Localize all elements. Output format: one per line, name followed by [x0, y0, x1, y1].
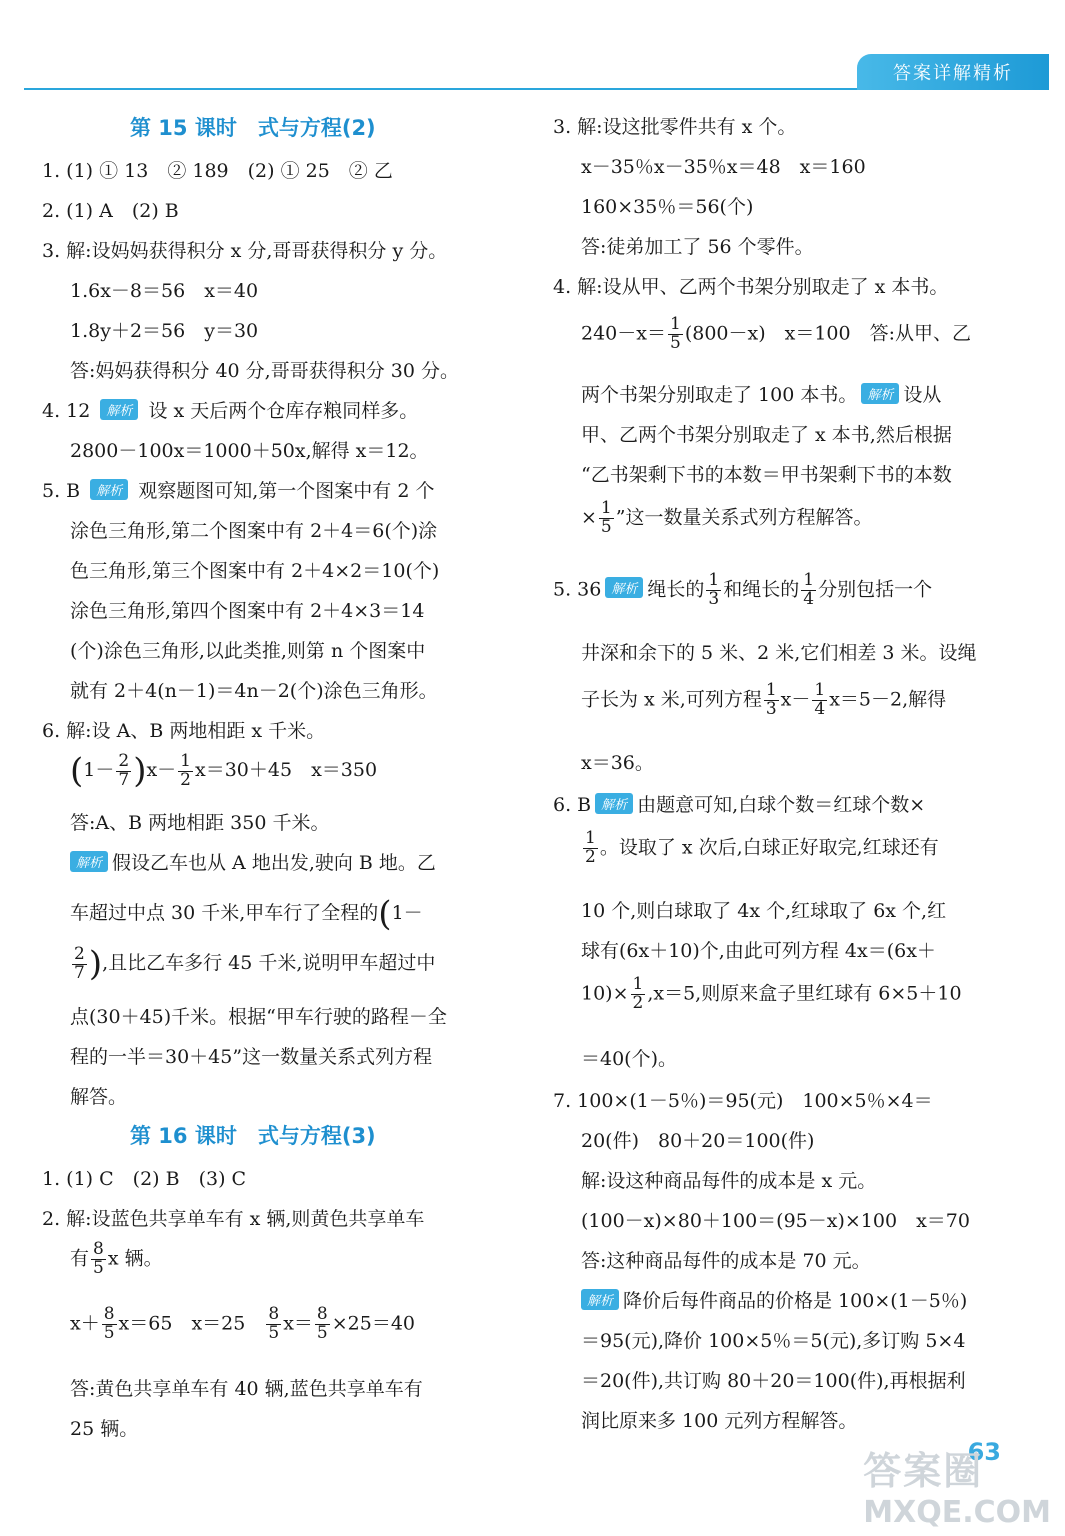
analysis-tag: 解析 — [100, 399, 138, 420]
answer-5-line6: 就有 2＋4(n－1)＝4n－2(个)涂色三角形。 — [70, 680, 438, 702]
answer-r7-equation: (100－x)×80＋100＝(95－x)×100 x＝70 — [581, 1210, 970, 1232]
fraction-1-5: $\frac{1}{5}$ — [600, 498, 612, 537]
watermark-bottom: MXQE.COM — [863, 1495, 1051, 1530]
answer-16-2-line2: 有 $\frac{8}{5}$ x 辆。 — [70, 1239, 163, 1278]
answer-r4-equation: 240－x＝ $\frac{1}{5}$ (800－x) x＝100 答:从甲、乙 — [581, 314, 972, 353]
answer-5 — [42, 476, 434, 503]
answer-r7: 7. 100×(1－5％)＝95(元) 100×5％×4＝ — [553, 1090, 933, 1112]
answer-r5-line3: 子长为 x 米,可列方程 $\frac{1}{3}$ x－ $\frac{1}{4}$ x＝5－2,解得 — [581, 680, 947, 719]
answer-r3: 3. 解:设这批零件共有 x 个。 — [553, 116, 797, 138]
answer-4-value: 4. 12 — [42, 400, 91, 422]
answer-6-analysis-2: 车超过中点 30 千米,甲车行了全程的(1－ — [70, 894, 423, 934]
answer-16-2-conclusion-2: 25 辆。 — [70, 1418, 139, 1440]
fraction-2-7: $\frac{2}{7}$ — [118, 750, 130, 790]
answer-3-conclusion: 答:妈妈获得积分 40 分,哥哥获得积分 30 分。 — [70, 360, 459, 382]
answer-r5-line2: 井深和余下的 5 米、2 米,它们相差 3 米。设绳 — [581, 642, 977, 664]
analysis-tag: 解析 — [595, 793, 633, 814]
answer-r6-line6: ＝40(个)。 — [581, 1048, 678, 1070]
answer-r4-line6: × $\frac{1}{5}$ ”这一数量关系式列方程解答。 — [581, 498, 873, 537]
answer-r6-line2: $\frac{1}{2}$ 。设取了 x 次后,白球正好取完,红球还有 — [585, 828, 939, 867]
watermark — [863, 1440, 1051, 1530]
analysis-tag: 解析 — [90, 479, 128, 500]
answer-r5-line4: x＝36。 — [581, 752, 654, 774]
fraction-1-3: $\frac{1}{3}$ — [765, 680, 777, 719]
answer-3-eq2: 1.8y＋2＝56 y＝30 — [70, 320, 259, 342]
answer-r7-line2: 20(件) 80＋20＝100(件) — [581, 1130, 815, 1152]
answer-5-line4: 涂色三角形,第四个图案中有 2＋4×3＝14 — [70, 600, 425, 622]
answer-6-analysis-6: 解答。 — [70, 1086, 128, 1108]
answer-6-analysis-5: 程的一半＝30＋45”这一数量关系式列方程 — [70, 1046, 433, 1068]
answer-2: 2. (1) A (2) B — [42, 200, 179, 222]
answer-r4: 4. 解:设从甲、乙两个书架分别取走了 x 本书。 — [553, 276, 949, 298]
answer-16-2-equation: x＋ $\frac{8}{5}$ x＝65 x＝25 $\frac{8}{5}$ x＝ $\frac{8}{5}$ ×25＝40 — [70, 1304, 416, 1343]
answer-6-equation: (1－ $\frac{2}{7}$ )x－ $\frac{1}{2}$ x＝30＋45 x＝350 — [70, 750, 378, 791]
fraction-2-7: $\frac{2}{7}$ — [74, 943, 85, 983]
answer-3-eq1: 1.6x－8＝56 x＝40 — [70, 280, 259, 302]
answer-6-analysis: 解析 假设乙车也从 A 地出发,驶向 B 地。乙 — [70, 848, 436, 875]
answer-r7-line3: 解:设这种商品每件的成本是 x 元。 — [581, 1170, 877, 1192]
answer-4-equation: 2800－100x＝1000＋50x,解得 x＝12。 — [70, 440, 429, 462]
answer-6-analysis-4: 点(30＋45)千米。根据“甲车行驶的路程－全 — [70, 1006, 447, 1028]
answer-r6-line4: 球有(6x＋10)个,由此可列方程 4x＝(6x＋ — [581, 940, 936, 962]
answer-r4-line3: 两个书架分别取走了 100 本书。 解析 设从 — [581, 384, 942, 406]
answer-r7-analysis-3: ＝20(件),共订购 80＋20＝100(件),再根据利 — [581, 1370, 966, 1392]
answer-r4-line4: 甲、乙两个书架分别取走了 x 本书,然后根据 — [581, 424, 952, 446]
analysis-tag: 解析 — [70, 851, 108, 872]
analysis-tag: 解析 — [861, 383, 899, 404]
answer-r6-line5: 10)× $\frac{1}{2}$ ,x＝5,则原来盒子里红球有 6×5＋10 — [581, 974, 962, 1013]
section-title-16: 第 16 课时 式与方程(3) — [130, 1124, 376, 1148]
answer-6-conclusion: 答:A、B 两地相距 350 千米。 — [70, 812, 330, 834]
answer-5-line2: 涂色三角形,第二个图案中有 2＋4＝6(个)涂 — [70, 520, 438, 542]
answer-r4-line5: “乙书架剩下书的本数＝甲书架剩下书的本数 — [581, 464, 952, 486]
answer-r3-eq2: 160×35％＝56(个) — [581, 196, 754, 218]
answer-3: 3. 解:设妈妈获得积分 x 分,哥哥获得积分 y 分。 — [42, 240, 448, 262]
page-number: 63 — [967, 1438, 1001, 1466]
answer-5-analysis: 观察题图可知,第一个图案中有 2 个 — [138, 480, 435, 502]
section-title-15: 第 15 课时 式与方程(2) — [130, 116, 376, 140]
answer-r3-conclusion: 答:徒弟加工了 56 个零件。 — [581, 236, 814, 258]
fraction-1-3: $\frac{1}{3}$ — [708, 570, 720, 609]
watermark-top: 答案圈 — [863, 1449, 984, 1493]
answer-16-2: 2. 解:设蓝色共享单车有 x 辆,则黄色共享单车 — [42, 1208, 425, 1230]
fraction-1-5: $\frac{1}{5}$ — [669, 314, 681, 353]
analysis-tag: 解析 — [605, 577, 643, 598]
answer-6: 6. 解:设 A、B 两地相距 x 千米。 — [42, 720, 326, 742]
answer-16-2-conclusion: 答:黄色共享单车有 40 辆,蓝色共享单车有 — [70, 1378, 423, 1400]
answer-r3-eq1: x－35％x－35％x＝48 x＝160 — [581, 156, 866, 178]
answer-5-value: 5. B — [42, 480, 81, 502]
answer-r7-analysis-4: 润比原来多 100 元列方程解答。 — [581, 1410, 858, 1432]
answer-r7-conclusion: 答:这种商品每件的成本是 70 元。 — [581, 1250, 871, 1272]
answer-r6-line3: 10 个,则白球取了 4x 个,红球取了 6x 个,红 — [581, 900, 947, 922]
header-tab: 答案详解精析 — [857, 54, 1049, 90]
fraction-1-2: $\frac{1}{2}$ — [180, 750, 191, 790]
fraction-1-4: $\frac{1}{4}$ — [803, 570, 815, 609]
answer-16-1: 1. (1) C (2) B (3) C — [42, 1168, 247, 1190]
answer-1: 1. (1) ① 13 ② 189 (2) ① 25 ② 乙 — [42, 160, 393, 182]
answer-r7-analysis-2: ＝95(元),降价 100×5％＝5(元),多订购 5×4 — [581, 1330, 966, 1352]
fraction-8-5: $\frac{8}{5}$ — [316, 1304, 328, 1343]
fraction-8-5: $\frac{8}{5}$ — [268, 1304, 280, 1343]
answer-6-analysis-3: $\frac{2}{7}$ ),且比乙车多行 45 千米,说明甲车超过中 — [74, 943, 436, 984]
fraction-1-2: $\frac{1}{2}$ — [632, 974, 644, 1013]
fraction-1-4: $\frac{1}{4}$ — [814, 680, 826, 719]
answer-4 — [42, 396, 418, 423]
analysis-tag: 解析 — [581, 1289, 619, 1310]
answer-4-analysis: 设 x 天后两个仓库存粮同样多。 — [148, 400, 419, 422]
answer-5-line3: 色三角形,第三个图案中有 2＋4×2＝10(个) — [70, 560, 440, 582]
answer-5-line5: (个)涂色三角形,以此类推,则第 n 个图案中 — [70, 640, 426, 662]
fraction-8-5: $\frac{8}{5}$ — [93, 1239, 104, 1278]
fraction-8-5: $\frac{8}{5}$ — [103, 1304, 115, 1343]
fraction-1-2: $\frac{1}{2}$ — [585, 828, 596, 867]
answer-r5: 5. 36 解析 绳长的 $\frac{1}{3}$ 和绳长的 $\frac{1}{4}$ 分别包括一个 — [553, 570, 933, 609]
answer-r6: 6. B 解析 由题意可知,白球个数＝红球个数× — [553, 794, 926, 816]
answer-r7-analysis: 解析 降价后每件商品的价格是 100×(1－5％) — [581, 1286, 967, 1313]
